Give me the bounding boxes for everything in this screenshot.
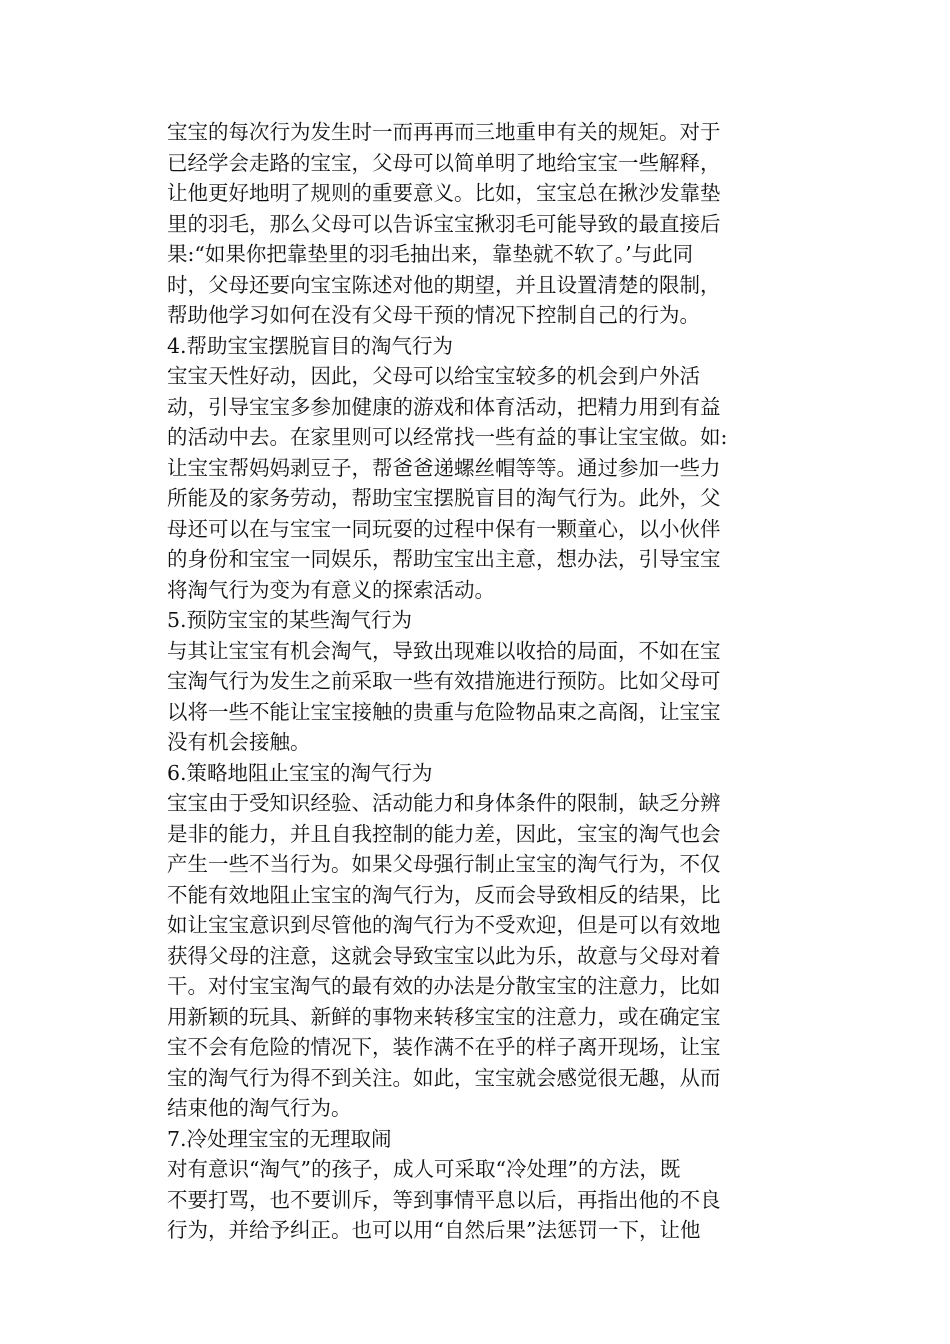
document-page [167,117,773,1246]
section-heading [167,1124,773,1155]
text-line: 里的羽毛，那么父母可以告诉宝宝揪羽毛可能导致的最直接后 [167,211,721,236]
text-line: 用新颖的玩具、新鲜的事物来转移宝宝的注意力，或在确定宝 [167,1004,721,1029]
body-paragraph [167,636,773,758]
text-line: 宝的淘气行为得不到关注。如此，宝宝就会感觉很无趣，从而 [167,1065,721,1090]
text-line: 宝宝由于受知识经验、活动能力和身体条件的限制，缺乏分辨 [167,791,721,815]
text-line: 所能及的家务劳动，帮助宝宝摆脱盲目的淘气行为。此外，父 [167,486,721,510]
text-line: 让宝宝帮妈妈剥豆子，帮爸爸递螺丝帽等等。通过参加一些力 [167,455,721,480]
text-line: 结束他的淘气行为。 [167,1096,352,1120]
heading-text: 4.帮助宝宝摆脱盲目的淘气行为 [167,333,454,358]
text-line: 宝淘气行为发生之前采取一些有效措施进行预防。比如父母可 [167,669,721,693]
body-paragraph [167,1154,773,1246]
heading-text: 6.策略地阻止宝宝的淘气行为 [167,760,433,785]
text-line: 将淘气行为变为有意义的探索活动。 [167,577,495,602]
text-line: 是非的能力，并且自我控制的能力差，因此，宝宝的淘气也会 [167,821,721,846]
text-line: 宝宝的每次行为发生时一而再再而三地重申有关的规矩。对于 [167,120,721,144]
text-line: 让他更好地明了规则的重要意义。比如，宝宝总在揪沙发靠垫 [167,181,721,205]
text-line: 行为，并给予纠正。也可以用“自然后果”法惩罚一下，让他 [167,1218,701,1242]
text-line: 已经学会走路的宝宝，父母可以简单明了地给宝宝一些解释， [167,150,721,175]
heading-text: 7.冷处理宝宝的无理取闹 [167,1126,392,1151]
text-line: 果:“如果你把靠垫里的羽毛抽出来，靠垫就不软了。’与此同 [167,242,694,266]
section-heading [167,331,773,362]
heading-text: 5.预防宝宝的某些淘气行为 [167,608,413,632]
text-line: 不要打骂，也不要训斥，等到事情平息以后，再指出他的不良 [167,1187,721,1212]
text-line: 没有机会接触。 [167,730,311,754]
text-line: 干。对付宝宝淘气的最有效的办法是分散宝宝的注意力，比如 [167,974,721,998]
section-heading [167,605,773,636]
text-line: 不能有效地阻止宝宝的淘气行为，反而会导致相反的结果，比 [167,882,721,907]
text-line: 对有意识“淘气”的孩子，成人可采取“冷处理”的方法，既 [167,1157,681,1181]
text-line: 如让宝宝意识到尽管他的淘气行为不受欢迎，但是可以有效地 [167,913,721,937]
text-line: 的身份和宝宝一同娱乐，帮助宝宝出主意，想办法，引导宝宝 [167,547,721,571]
section-heading [167,758,773,789]
text-line: 的活动中去。在家里则可以经常找一些有益的事让宝宝做。如: [167,425,728,449]
text-line: 产生一些不当行为。如果父母强行制止宝宝的淘气行为，不仅 [167,852,721,876]
text-line: 帮助他学习如何在没有父母干预的情况下控制自己的行为。 [167,303,700,327]
text-line: 宝不会有危险的情况下，装作满不在乎的样子离开现场，让宝 [167,1035,721,1059]
body-paragraph [167,361,773,605]
body-paragraph [167,788,773,1124]
text-line: 获得父母的注意，这就会导致宝宝以此为乐，故意与父母对着 [167,943,721,968]
body-paragraph [167,117,773,331]
text-line: 时，父母还要向宝宝陈述对他的期望，并且设置清楚的限制， [167,272,721,297]
text-line: 动，引导宝宝多参加健康的游戏和体育活动，把精力用到有益 [167,394,721,419]
text-line: 母还可以在与宝宝一同玩耍的过程中保有一颗童心，以小伙伴 [167,516,721,541]
text-line: 宝宝天性好动，因此，父母可以给宝宝较多的机会到户外活 [167,364,700,388]
text-line: 与其让宝宝有机会淘气，导致出现难以收拾的局面，不如在宝 [167,638,721,663]
text-line: 以将一些不能让宝宝接触的贵重与危险物品束之高阁，让宝宝 [167,699,721,724]
